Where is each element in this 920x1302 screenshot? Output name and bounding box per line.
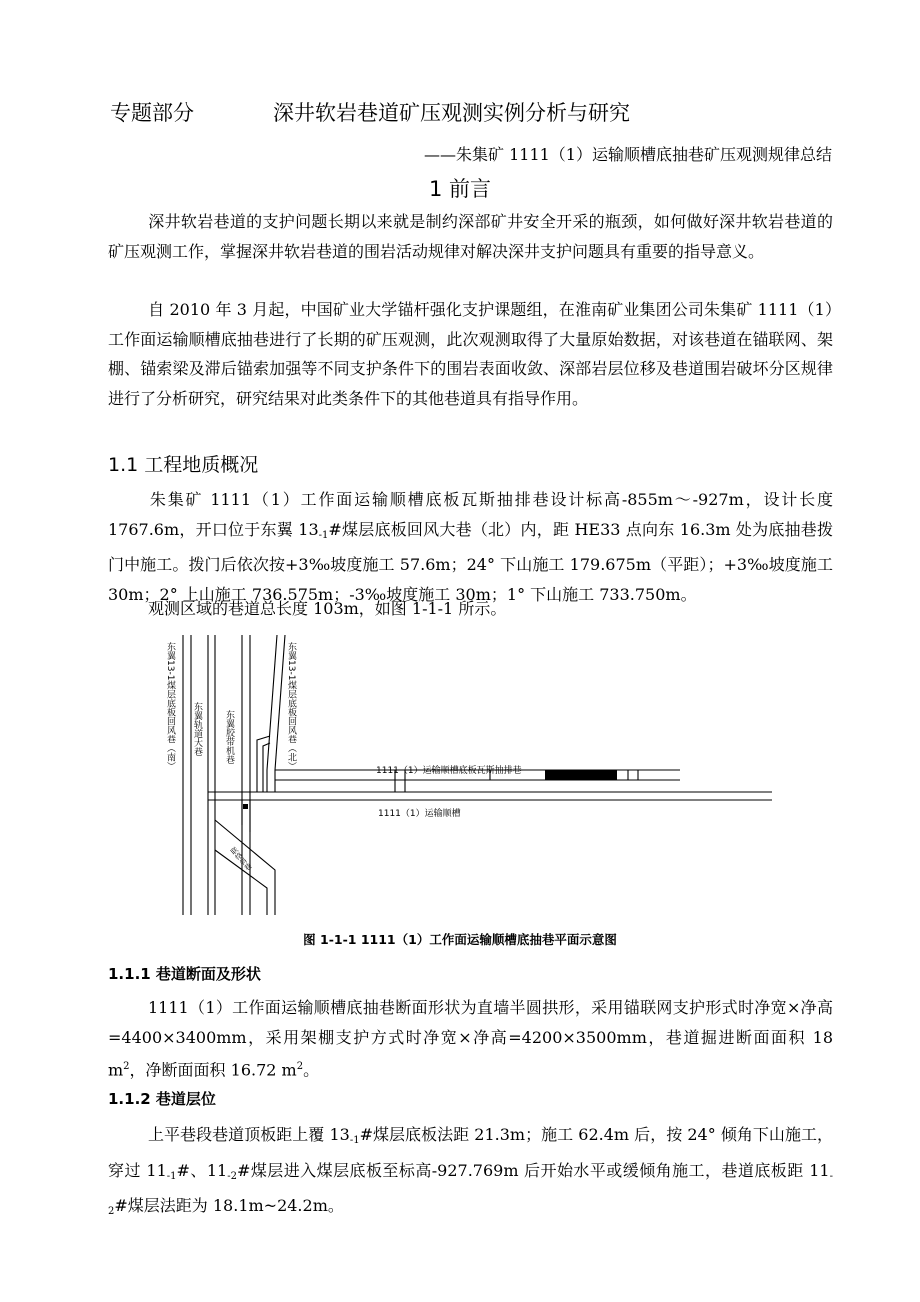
- subscript: -1: [166, 1170, 177, 1182]
- observation-section: [545, 770, 617, 780]
- title-row: [110, 97, 820, 131]
- label-south-airway: 东翼13-1煤层底板回风巷（南）: [165, 642, 175, 771]
- heading-stratum: 1.1.2 巷道层位: [108, 1090, 216, 1108]
- text-run: 。: [303, 1060, 320, 1080]
- label-drainage-roadway: 1111（1）运输顺槽底板瓦斯抽排巷: [376, 766, 522, 776]
- roadway-line: [267, 635, 277, 770]
- paragraph-preface-2: [108, 295, 833, 413]
- text-run: #煤层底板法距 21.3m；施工 62.4m 后，按 24° 倾角下山施工，穿过 11: [108, 1125, 834, 1180]
- paragraph-text: 观测区域的巷道总长度 103m，如图 1-1-1 所示。: [148, 599, 507, 618]
- label-north-airway: 东翼13-1煤层底板回风巷（北）: [286, 642, 296, 771]
- label-rail-roadway: 东翼轨道大巷: [192, 702, 202, 756]
- subscript: -2: [227, 1170, 237, 1182]
- subscript: -1: [318, 529, 329, 541]
- subscript: -1: [349, 1135, 360, 1146]
- paragraph-geology-2: [108, 594, 833, 624]
- text-run: #煤层法距为 18.1m~24.2m。: [114, 1196, 344, 1215]
- paragraph-text: 自 2010 年 3 月起，中国矿业大学锚杆强化支护课题组，在淮南矿业集团公司朱集矿 1111（1）工作面运输顺槽底抽巷进行了长期的矿压观测，此次观测取得了大量原始数据，对该巷道在锚联网、架棚、锚索梁及滞后锚索加强等不同支护条件下的围岩表面收敛、深部岩层位移及巷道围岩破坏分区规律进行了分析研究，研究结果对此类条件下的其他巷道具有指导作用。: [108, 300, 833, 408]
- figure-caption: 图 1-1-1 1111（1）工作面运输顺槽底抽巷平面示意图: [303, 932, 617, 947]
- label-belt-roadway: 东翼胶带机巷: [224, 710, 234, 764]
- label-contact-incline: 联络斜巷: [228, 845, 254, 873]
- roadway-plan-diagram: [150, 630, 780, 920]
- document-title: 深井软岩巷道矿压观测实例分析与研究: [273, 101, 630, 125]
- roadway-line: [275, 635, 285, 770]
- text-run: ，净断面面积 16.72 m: [129, 1060, 297, 1080]
- heading-preface: 1 前言: [428, 177, 492, 201]
- paragraph-preface-1: [108, 207, 833, 266]
- subscript: -2: [108, 1170, 833, 1217]
- heading-geology: 1.1 工程地质概况: [108, 454, 259, 476]
- text-run: 1111（1）工作面运输顺槽底抽巷断面形状为直墙半圆拱形，采用锚联网支护形式时净宽×净高=4400×3400mm，采用架棚支护方式时净宽×净高=4200×3500mm，巷道掘进断面面积 18 m: [108, 998, 833, 1080]
- text-run: 朱集矿 1111（1）工作面运输顺槽底板瓦斯抽排巷设计标高-855m～-927m，设计长度 1767.6m，开口位于东翼 13: [108, 490, 833, 539]
- section-label: 专题部分: [110, 101, 194, 125]
- paragraph-cross-section: [108, 993, 833, 1085]
- paragraph-stratum: [108, 1120, 833, 1227]
- superscript: 2: [296, 1061, 304, 1072]
- document-subtitle: ——朱集矿 1111（1）运输顺槽底抽巷矿压观测规律总结: [424, 145, 832, 164]
- text-run: #、11: [176, 1160, 228, 1180]
- paragraph-text: 深井软岩巷道的支护问题长期以来就是制约深部矿井安全开采的瓶颈，如何做好深井软岩巷道的矿压观测工作，掌握深井软岩巷道的围岩活动规律对解决深井支护问题具有重要的指导意义。: [108, 212, 833, 261]
- label-transport-roadway: 1111（1）运输顺槽: [378, 809, 461, 819]
- heading-cross-section: 1.1.1 巷道断面及形状: [108, 965, 261, 983]
- paragraph-geology-1: [108, 485, 833, 609]
- superscript: 2: [123, 1061, 130, 1072]
- junction-marker: [243, 804, 248, 809]
- text-run: 上平巷段巷道顶板距上覆 13: [148, 1125, 350, 1144]
- text-run: #煤层底板回风大巷（北）内，距 HE33 点向东 16.3m 处为底抽巷拨门中施工。拨门后依次按+3‰坡度施工 57.6m；24° 下山施工 179.675m（平距）；+3‰坡度施工 30m；2° 上山施工 736.575m；-3‰坡度施工 30m；1° 下山施工 733.750m。: [108, 519, 834, 604]
- text-run: #煤层进入煤层底板至标高-927.769m 后开始水平或缓倾角施工，巷道底板距 11: [236, 1160, 830, 1180]
